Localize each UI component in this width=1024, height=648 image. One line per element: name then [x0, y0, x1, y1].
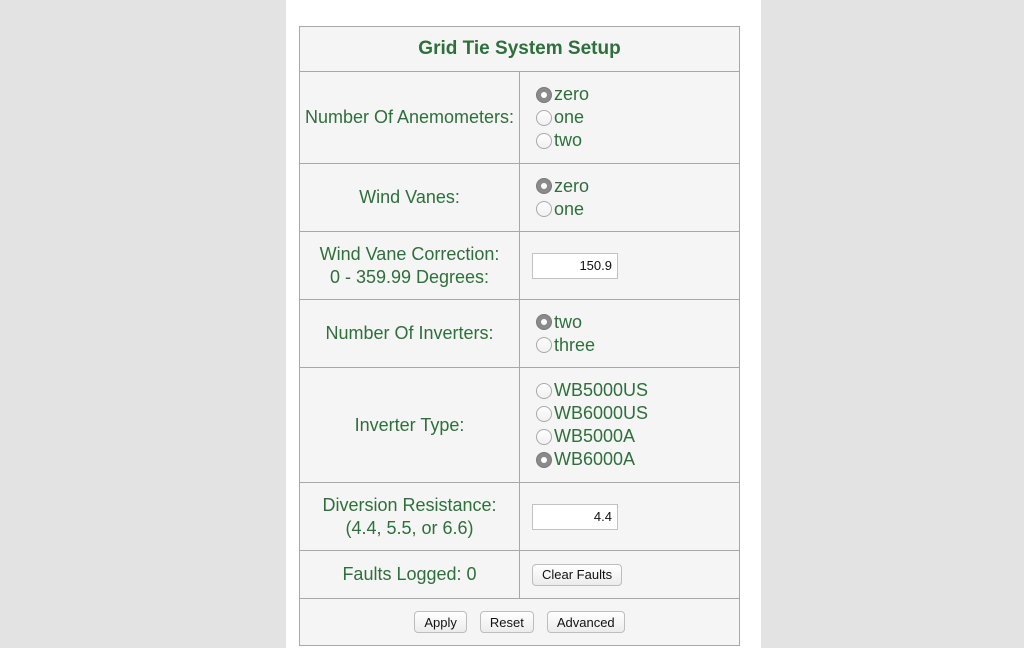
radio-icon[interactable]: [536, 383, 552, 399]
diversion-label: [300, 483, 520, 551]
anemometers-option-zero[interactable]: [536, 83, 739, 106]
vane-correction-cell: [520, 232, 740, 300]
wind-vanes-option-zero[interactable]: [536, 175, 739, 198]
option-label: zero: [554, 84, 590, 104]
clear-faults-button[interactable]: Clear Faults: [532, 564, 622, 586]
inverter-type-label: Inverter Type:: [300, 368, 520, 483]
radio-icon[interactable]: [536, 133, 552, 149]
faults-cell: [520, 551, 740, 599]
anemometers-option-one[interactable]: [536, 106, 739, 129]
option-label: three: [554, 334, 596, 355]
inverters-option-three[interactable]: [536, 334, 739, 357]
anemometers-option-two[interactable]: [536, 129, 739, 152]
diversion-label-line1: Diversion Resistance:: [322, 494, 497, 515]
inverter-type-option-wb6000us[interactable]: [536, 402, 739, 425]
vane-correction-label: [300, 232, 520, 300]
option-label: two: [554, 311, 583, 332]
wind-vanes-option-one[interactable]: [536, 198, 739, 221]
page-panel: [286, 0, 761, 648]
setup-table: [299, 26, 740, 646]
option-label: WB6000A: [554, 449, 636, 469]
faults-label: Faults Logged: 0: [300, 551, 520, 599]
option-label: two: [554, 130, 583, 150]
radio-icon[interactable]: [536, 110, 552, 126]
wind-vanes-radio-group: [520, 164, 740, 232]
radio-checked-icon[interactable]: [536, 314, 552, 330]
option-label: WB5000A: [554, 426, 636, 446]
wind-vanes-label: Wind Vanes:: [300, 164, 520, 232]
inverters-option-two[interactable]: [536, 311, 739, 334]
inverter-type-option-wb5000a[interactable]: [536, 425, 739, 448]
inverter-type-option-wb6000a[interactable]: [536, 448, 739, 471]
inverters-radio-group: [520, 300, 740, 368]
radio-icon[interactable]: [536, 406, 552, 422]
anemometers-label: Number Of Anemometers:: [300, 72, 520, 164]
inverter-type-radio-group: [520, 368, 740, 483]
option-label: zero: [554, 175, 590, 196]
diversion-label-line2: (4.4, 5.5, or 6.6): [345, 517, 474, 538]
option-label: one: [554, 107, 585, 127]
vane-correction-input[interactable]: [532, 253, 618, 279]
radio-icon[interactable]: [536, 201, 552, 217]
diversion-cell: [520, 483, 740, 551]
option-label: one: [554, 198, 585, 219]
option-label: WB6000US: [554, 403, 649, 423]
radio-icon[interactable]: [536, 429, 552, 445]
page-title: Grid Tie System Setup: [300, 27, 740, 72]
radio-checked-icon[interactable]: [536, 87, 552, 103]
anemometers-radio-group: [520, 72, 740, 164]
radio-checked-icon[interactable]: [536, 178, 552, 194]
action-buttons-row: [300, 599, 740, 646]
vane-correction-label-line1: Wind Vane Correction:: [319, 243, 500, 264]
inverter-type-option-wb5000us[interactable]: [536, 379, 739, 402]
radio-checked-icon[interactable]: [536, 452, 552, 468]
radio-icon[interactable]: [536, 337, 552, 353]
apply-button[interactable]: Apply: [414, 611, 467, 633]
vane-correction-label-line2: 0 - 359.99 Degrees:: [329, 266, 490, 287]
option-label: WB5000US: [554, 380, 649, 400]
diversion-input[interactable]: [532, 504, 618, 530]
advanced-button[interactable]: Advanced: [547, 611, 625, 633]
reset-button[interactable]: Reset: [480, 611, 534, 633]
inverters-label: Number Of Inverters:: [300, 300, 520, 368]
